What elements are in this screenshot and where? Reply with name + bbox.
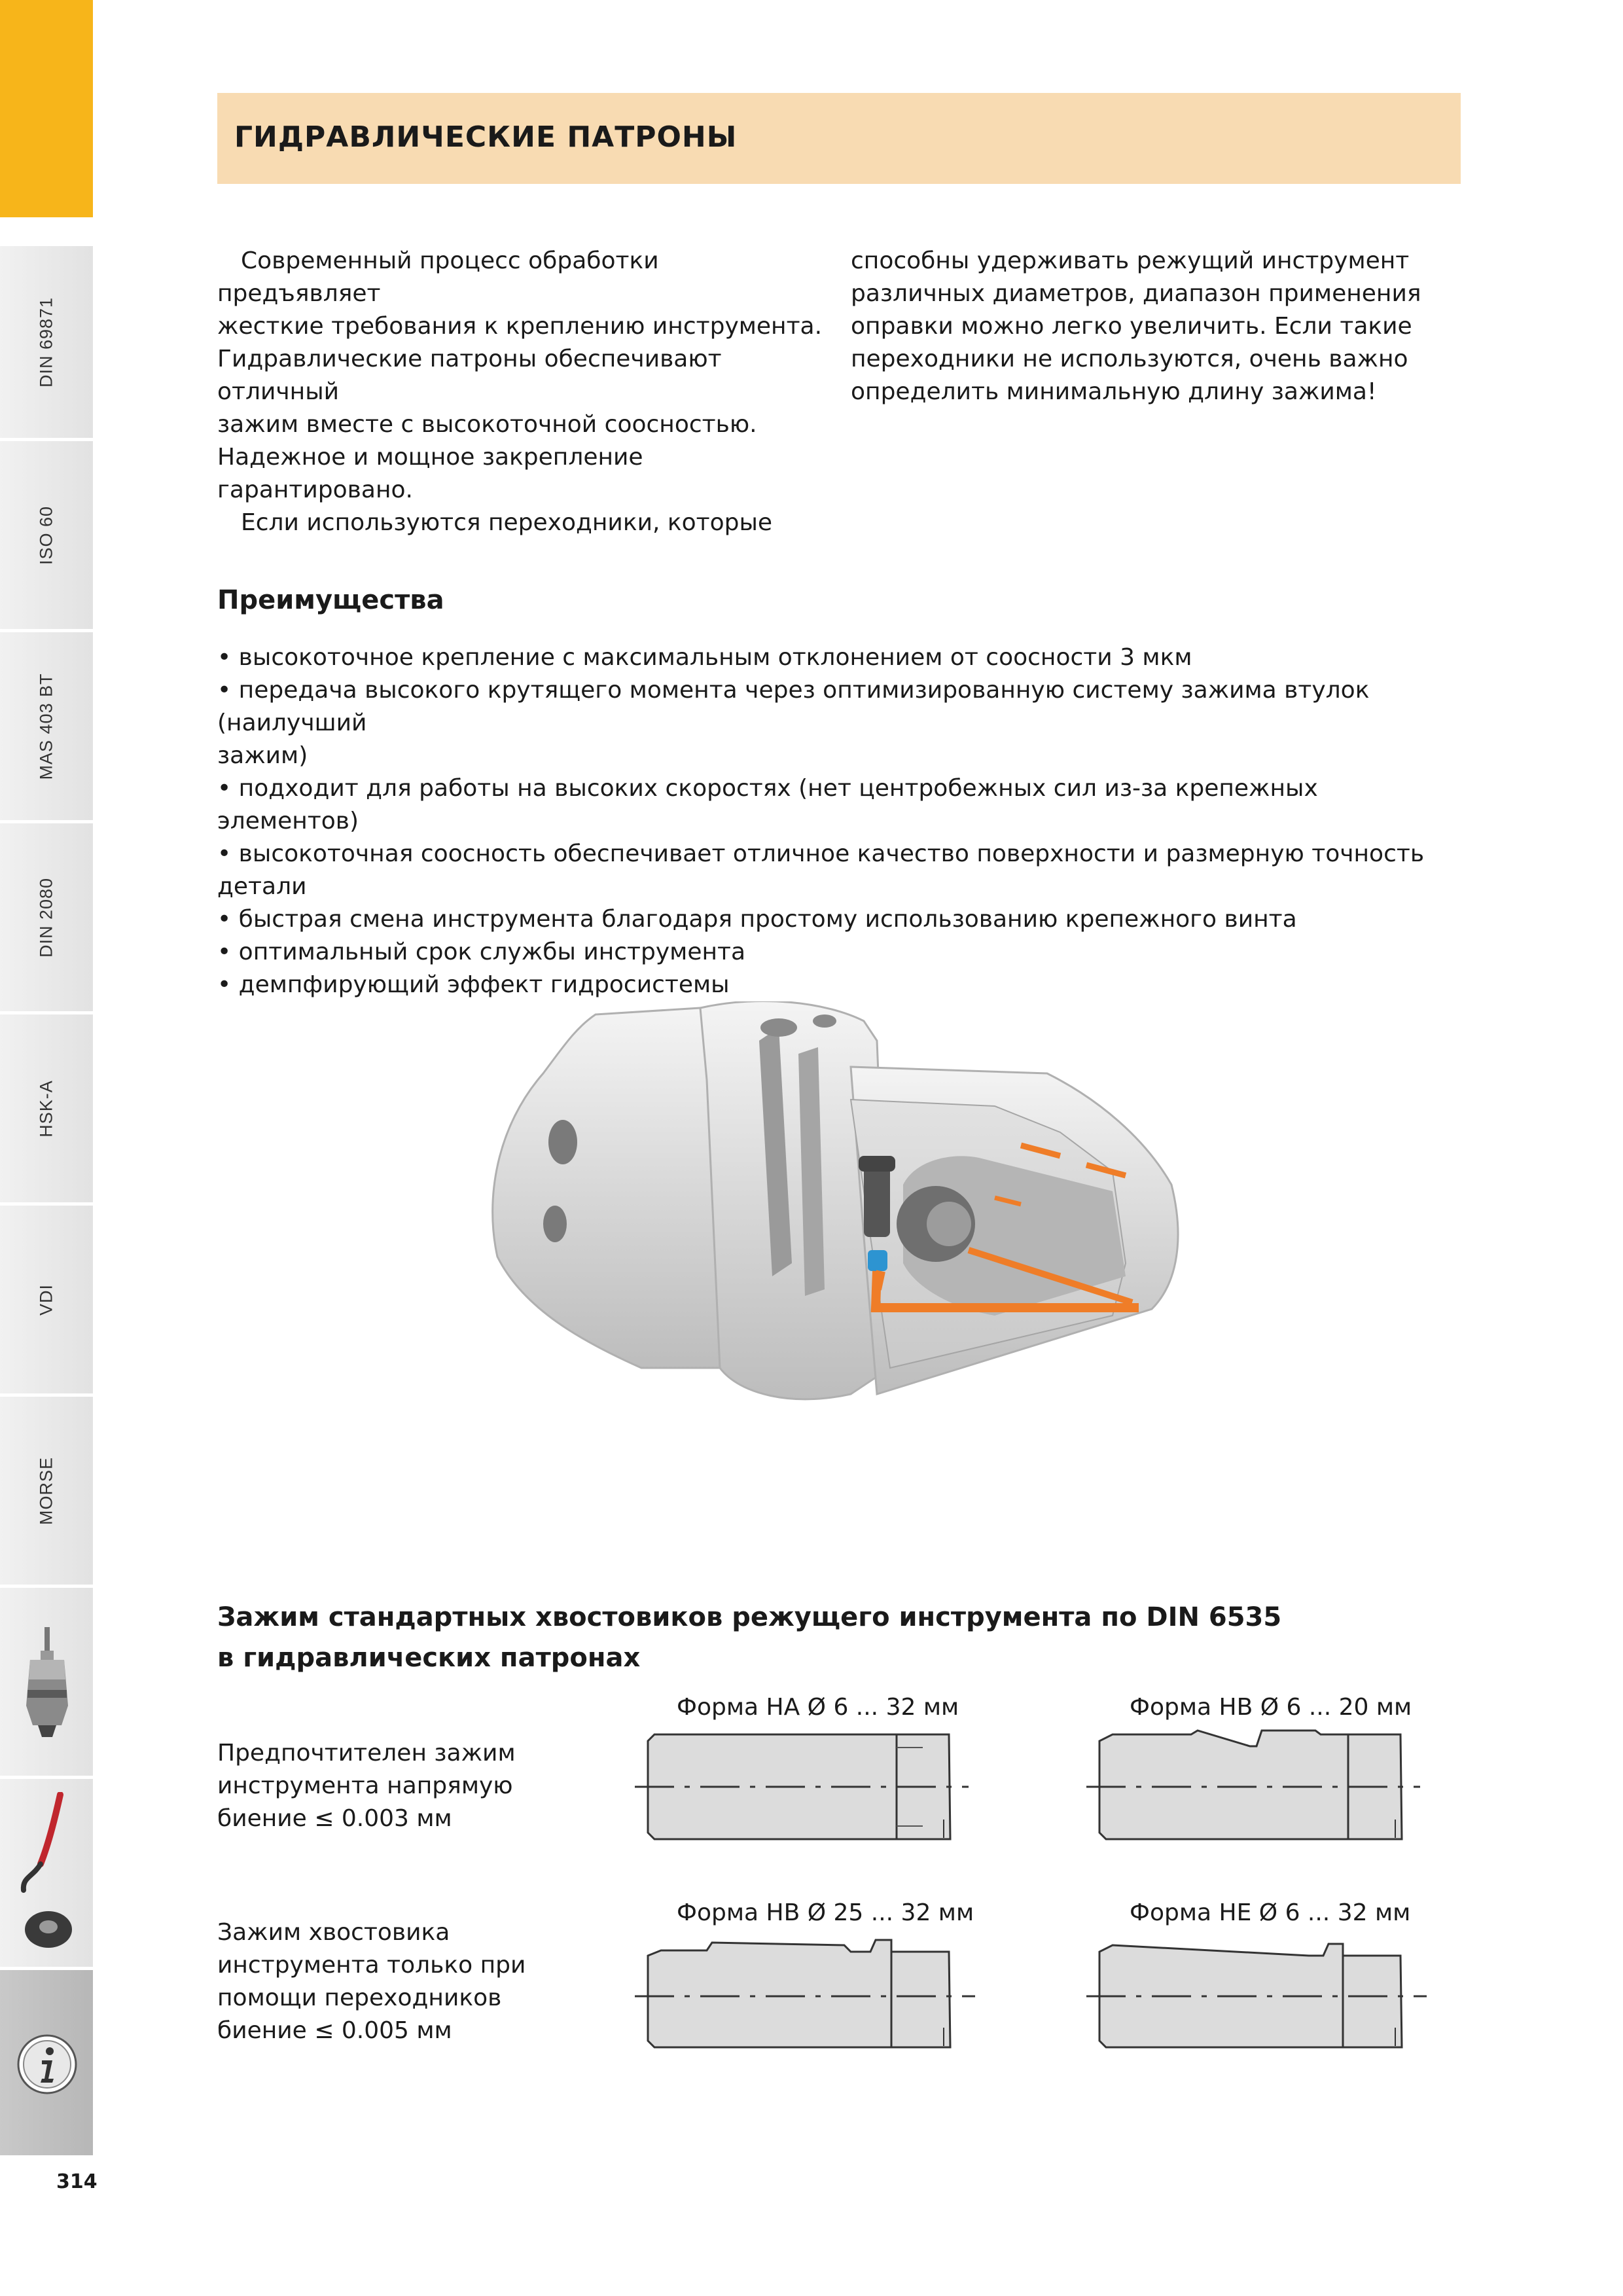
- sidebar-tab-din2080[interactable]: [0, 823, 93, 1014]
- intro-line: различных диаметров, диапазон применения: [851, 280, 1421, 307]
- form-hb-large-label: Форма HB Ø 25 ... 32 мм: [677, 1899, 974, 1926]
- note-line: инструмента напрямую: [217, 1772, 513, 1799]
- list-item: зажим): [217, 742, 308, 769]
- intro-line: способны удерживать режущий инструмент: [851, 247, 1410, 274]
- clamping-heading: [217, 1597, 1281, 1678]
- sidebar-tab-drill-chuck[interactable]: [0, 1588, 93, 1779]
- sidebar-tab-mas403bt[interactable]: [0, 632, 93, 823]
- sidebar-tab-din69871[interactable]: [0, 246, 93, 441]
- page-title: ГИДРАВЛИЧЕСКИЕ ПАТРОНЫ: [234, 120, 738, 154]
- clamping-heading-line: Зажим стандартных хвостовиков режущего инструмента по DIN 6535: [217, 1602, 1282, 1632]
- sidebar-tab-morse[interactable]: [0, 1397, 93, 1588]
- advantages-heading: Преимущества: [217, 585, 444, 615]
- intro-line: Надежное и мощное закрепление гарантировано.: [217, 444, 643, 503]
- sidebar-tab-hska[interactable]: [0, 1014, 93, 1206]
- intro-column-left: [217, 245, 826, 539]
- list-item: • высокоточная соосность обеспечивает отличное качество поверхности и размерную точность детали: [217, 840, 1425, 900]
- hydraulic-chuck-cutaway-image: [484, 1001, 1204, 1407]
- intro-line: зажим вместе с высокоточной соосностью.: [217, 411, 757, 438]
- note-line: инструмента только при: [217, 1952, 526, 1979]
- shank-form-hb-small-drawing: [1086, 1728, 1420, 1846]
- shank-form-hb-large-drawing: [635, 1936, 975, 2054]
- intro-column-right: [851, 245, 1459, 408]
- direct-clamping-note: [217, 1737, 516, 1835]
- sidebar-tab-info[interactable]: [0, 1970, 93, 2159]
- intro-line: определить минимальную длину зажима!: [851, 378, 1377, 405]
- list-item: • быстрая смена инструмента благодаря простому использованию крепежного винта: [217, 906, 1297, 933]
- note-line: Зажим хвостовика: [217, 1919, 450, 1946]
- sidebar-tab-label: MORSE: [36, 1456, 56, 1525]
- sidebar-tab-hook-wrench[interactable]: [0, 1779, 93, 1970]
- list-item: • оптимальный срок службы инструмента: [217, 939, 746, 965]
- form-ha-label: Форма HA Ø 6 ... 32 мм: [677, 1694, 959, 1721]
- list-item: • подходит для работы на высоких скоростях (нет центробежных сил из-за крепежных элементов): [217, 775, 1318, 834]
- sidebar-tab-label: VDI: [36, 1283, 56, 1316]
- shank-form-ha-drawing: [635, 1728, 969, 1846]
- sidebar-tab-vdi[interactable]: [0, 1206, 93, 1397]
- note-line: биение ≤ 0.003 мм: [217, 1805, 452, 1832]
- intro-line: Если используются переходники, которые: [241, 509, 773, 536]
- list-item: • передача высокого крутящего момента через оптимизированную систему зажима втулок (наилучший: [217, 677, 1370, 736]
- sidebar-accent-block: [0, 0, 93, 217]
- note-line: биение ≤ 0.005 мм: [217, 2017, 452, 2044]
- intro-line: оправки можно легко увеличить. Если такие: [851, 313, 1412, 340]
- page-number: 314: [56, 2170, 98, 2193]
- drill-chuck-icon: [22, 1627, 72, 1738]
- sidebar-tab-iso60[interactable]: [0, 441, 93, 632]
- intro-line: Гидравлические патроны обеспечивают отличный: [217, 346, 722, 405]
- form-he-label: Форма HE Ø 6 ... 32 мм: [1130, 1899, 1411, 1926]
- list-item: • высокоточное крепление с максимальным отклонением от соосности 3 мкм: [217, 644, 1192, 671]
- intro-line: Современный процесс обработки предъявляет: [217, 247, 659, 307]
- sidebar-tab-label: DIN 69871: [36, 296, 56, 387]
- sidebar-tab-label: DIN 2080: [36, 877, 56, 958]
- intro-line: жесткие требования к креплению инструмента.: [217, 313, 823, 340]
- advantages-list: [217, 641, 1461, 1001]
- hook-wrench-icon: [14, 1792, 80, 1956]
- adapter-clamping-note: [217, 1916, 526, 2047]
- note-line: Предпочтителен зажим: [217, 1740, 516, 1767]
- info-icon: [16, 2033, 79, 2096]
- sidebar-tab-label: HSK-A: [36, 1079, 56, 1138]
- list-item: • демпфирующий эффект гидросистемы: [217, 971, 730, 998]
- note-line: помощи переходников: [217, 1984, 502, 2011]
- clamping-heading-line: в гидравлических патронах: [217, 1643, 641, 1673]
- header-bar: [217, 93, 1461, 184]
- shank-form-he-drawing: [1086, 1936, 1427, 2054]
- sidebar-tab-label: MAS 403 BT: [36, 672, 56, 780]
- intro-line: переходники не используются, очень важно: [851, 346, 1408, 372]
- sidebar-tab-label: ISO 60: [36, 505, 56, 565]
- form-hb-small-label: Форма HB Ø 6 ... 20 мм: [1130, 1694, 1412, 1721]
